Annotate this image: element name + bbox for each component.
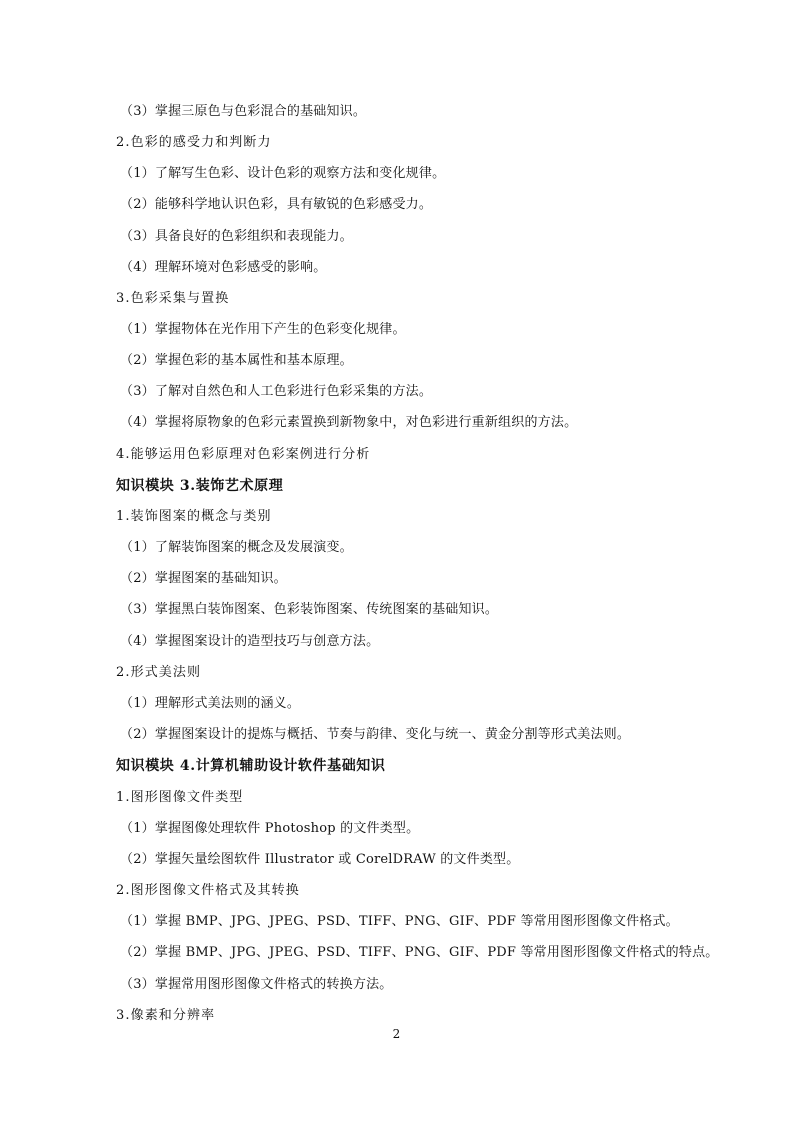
subsection-title: 2.形式美法则 <box>116 665 202 680</box>
list-item: （4）掌握图案设计的造型技巧与创意方法。 <box>120 634 380 649</box>
page-number: 2 <box>392 1027 401 1041</box>
list-item: （3）掌握常用图形图像文件格式的转换方法。 <box>120 977 393 992</box>
list-item: （2）掌握色彩的基本属性和基本原理。 <box>120 353 353 368</box>
list-item: （4）理解环境对色彩感受的影响。 <box>120 260 327 275</box>
list-item: （2）掌握 BMP、JPG、JPEG、PSD、TIFF、PNG、GIF、PDF 等常用图形图像文件格式的特点。 <box>120 945 719 960</box>
list-item: （3）掌握三原色与色彩混合的基础知识。 <box>120 104 367 119</box>
list-item: （3）具备良好的色彩组织和表现能力。 <box>120 229 353 244</box>
subsection-title: 2.色彩的感受力和判断力 <box>116 135 272 150</box>
module-heading: 知识模块 3.装饰艺术原理 <box>116 478 284 494</box>
subsection-title: 4.能够运用色彩原理对色彩案例进行分析 <box>116 447 371 462</box>
list-item: （3）了解对自然色和人工色彩进行色彩采集的方法。 <box>120 384 433 399</box>
list-item: （1）掌握图像处理软件 Photoshop 的文件类型。 <box>120 821 420 836</box>
list-item: （2）掌握图案的基础知识。 <box>120 571 287 586</box>
list-item: （4）掌握将原物象的色彩元素置换到新物象中，对色彩进行重新组织的方法。 <box>120 415 578 430</box>
list-item: （1）理解形式美法则的涵义。 <box>120 696 301 711</box>
subsection-title: 1.图形图像文件类型 <box>116 790 244 805</box>
list-item: （1）掌握 BMP、JPG、JPEG、PSD、TIFF、PNG、GIF、PDF 等常用图形图像文件格式。 <box>120 914 679 929</box>
subsection-title: 1.装饰图案的概念与类别 <box>116 509 272 524</box>
list-item: （2）掌握图案设计的提炼与概括、节奏与韵律、变化与统一、黄金分割等形式美法则。 <box>120 727 631 742</box>
list-item: （1）了解装饰图案的概念及发展演变。 <box>120 540 353 555</box>
list-item: （3）掌握黑白装饰图案、色彩装饰图案、传统图案的基础知识。 <box>120 602 499 617</box>
subsection-title: 3.色彩采集与置换 <box>116 291 230 306</box>
list-item: （2）能够科学地认识色彩，具有敏锐的色彩感受力。 <box>120 197 433 212</box>
list-item: （2）掌握矢量绘图软件 Illustrator 或 CorelDRAW 的文件类型。 <box>120 852 520 867</box>
module-heading: 知识模块 4.计算机辅助设计软件基础知识 <box>116 758 386 774</box>
list-item: （1）了解写生色彩、设计色彩的观察方法和变化规律。 <box>120 166 446 181</box>
list-item: （1）掌握物体在光作用下产生的色彩变化规律。 <box>120 322 406 337</box>
subsection-title: 3.像素和分辨率 <box>116 1008 216 1023</box>
subsection-title: 2.图形图像文件格式及其转换 <box>116 883 300 898</box>
